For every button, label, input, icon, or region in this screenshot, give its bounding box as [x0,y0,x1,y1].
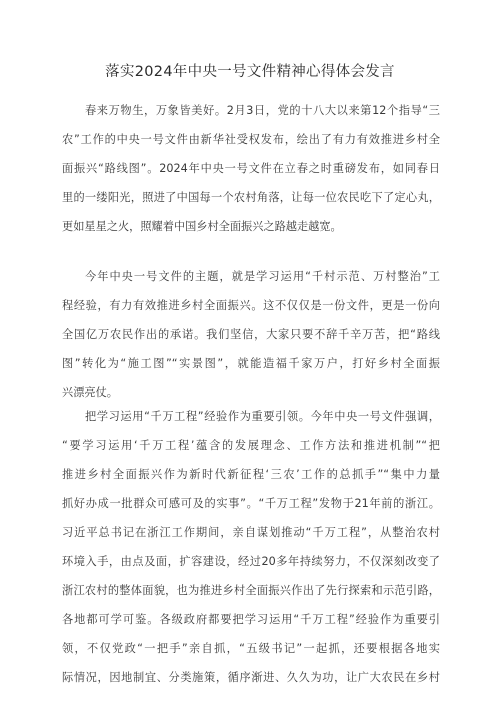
paragraph-2 [62,262,440,407]
text-line: 里的一缕阳光，照进了中国每一个农村角落，让每一位农民吃下了定心丸， [62,191,440,204]
text-line: 更如星星之火，照耀着中国乡村全面振兴之路越走越宽。 [62,220,342,233]
text-line: 全国亿万农民作出的承诺。我们坚信，大家只要不辞千辛万苦，把“路线 [62,328,440,341]
text-line: 推进乡村全面振兴作为新时代新征程‘三农’工作的总抓手”“集中力量 [62,468,440,481]
document-title: 落实2024年中央一号文件精神心得体会发言 [105,64,395,80]
text-line: 环境入手，由点及面，扩容建设，经过20多年持续努力，不仅深刻改变了 [62,555,440,568]
paragraph-3 [62,402,440,692]
paragraph-1 [62,96,440,241]
text-line: 兴漂亮仗。 [62,386,118,399]
text-line: 习近平总书记在浙江工作期间，亲自谋划推动“千万工程”，从整治农村 [62,526,440,539]
text-line: 春来万物生，万象皆美好。2月3日，党的十八大以来第12个指导“三 [85,104,440,117]
text-line: 今年中央一号文件的主题，就是学习运用“千村示范、万村整治”工 [85,270,440,283]
text-line: 各地都可学可鉴。各级政府都要把学习运用“千万工程”经验作为重要引 [62,613,440,626]
text-line: 程经验，有力有效推进乡村全面振兴。这不仅仅是一份文件，更是一份向 [62,299,440,312]
text-line: 领，不仅党政“一把手”亲自抓，“五级书记”一起抓，还要根据各地实 [62,642,440,655]
text-line: 农”工作的中央一号文件由新华社受权发布，绘出了有力有效推进乡村全 [62,133,440,146]
text-line: 际情况，因地制宜、分类施策，循序渐进、久久为功，让广大农民在乡村 [62,671,440,684]
text-line: 浙江农村的整体面貌，也为推进乡村全面振兴作出了先行探索和示范引路， [62,584,440,597]
text-line: 把学习运用“千万工程”经验作为重要引领。今年中央一号文件强调， [85,410,440,423]
text-line: 抓好办成一批群众可感可及的实事”。“千万工程”发物于21年前的浙江。 [62,497,440,510]
text-line: “要学习运用‘千万工程’蕴含的发展理念、工作方法和推进机制”“把 [62,439,440,452]
text-line: 面振兴“路线图”。2024年中央一号文件在立春之时重磅发布，如同春日 [62,162,440,175]
text-line: 图”转化为“施工图”“实景图”，就能造福千家万户，打好乡村全面振 [62,357,440,370]
